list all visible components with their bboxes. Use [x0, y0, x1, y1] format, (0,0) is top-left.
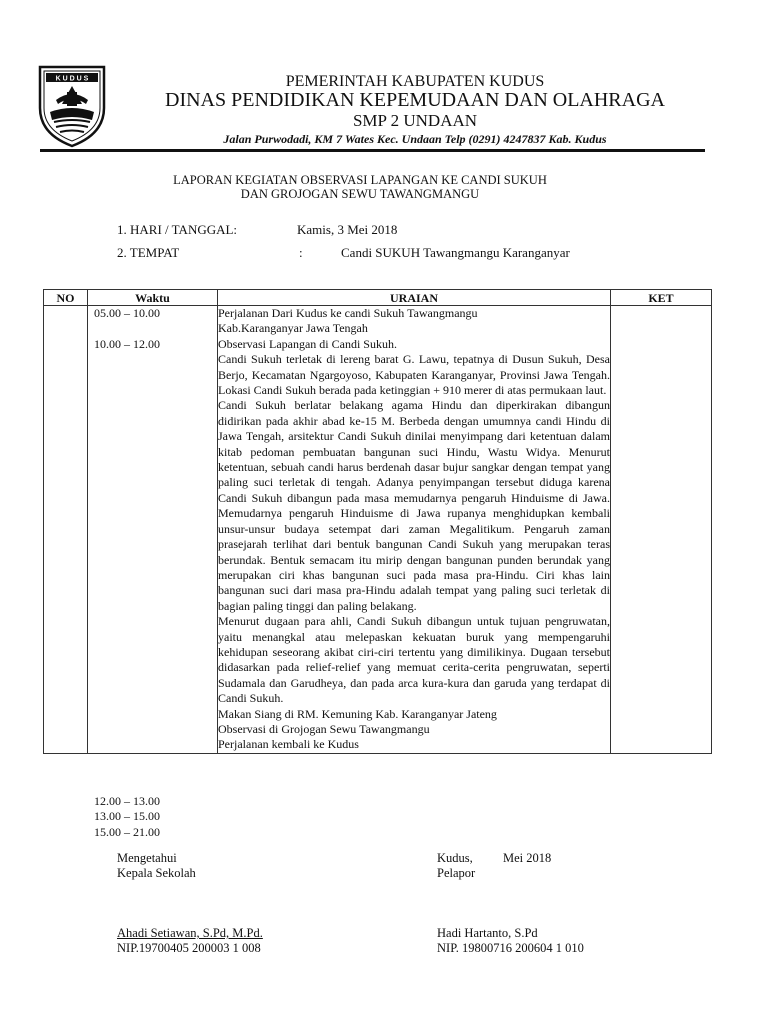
day-value: Kamis, 3 Mei 2018: [297, 222, 398, 237]
ket-cell: [611, 306, 712, 754]
sign-left-label2: Kepala Sekolah: [117, 866, 196, 880]
uraian-cell: [218, 306, 611, 754]
sign-right-label: Pelapor: [437, 866, 476, 880]
time-item: 05.00 – 10.00: [94, 306, 160, 320]
uraian-item: Observasi Lapangan di Candi Sukuh.: [218, 336, 397, 351]
uraian-item: Makan Siang di RM. Kemuning Kab. Karanganyar Jateng: [218, 706, 497, 721]
uraian-item: Kab.Karanganyar Jawa Tengah: [218, 321, 368, 336]
letterhead-divider: [40, 149, 705, 152]
place-value: Candi SUKUH Tawangmangu Karanganyar: [341, 245, 570, 260]
header-ket: KET: [611, 290, 712, 306]
logo-text: K U D U S: [55, 75, 89, 83]
time-item: 13.00 – 15.00: [94, 809, 160, 823]
uraian-paragraph: Menurut dugaan para ahli, Candi Sukuh dibangun untuk tujuan pengruwatan, yaitu menangkal atau melepaskan kekuatan buruk yang mempengaruhi kehidupan seseorang akibat ciri-ciri tertentu yang dimilikinya. Dugaan tersebut didasarkan pada relief-relief yang memuat cerita-cerita pengruwatan, seperti Sudamala dan Garudheya, dan pada arca kura-kura dan garuda yang terdapat di Candi Sukuh.: [218, 614, 610, 706]
header-no: NO: [44, 290, 88, 306]
school-name: SMP 2 UNDAAN: [352, 111, 478, 130]
header-waktu: Waktu: [88, 290, 218, 306]
header-uraian: URAIAN: [218, 290, 611, 306]
uraian-item: Observasi di Grojogan Sewu Tawangmangu: [218, 721, 430, 736]
sign-date: Mei 2018: [503, 851, 552, 865]
report-title-line1: LAPORAN KEGIATAN OBSERVASI LAPANGAN KE CANDI SUKUH: [173, 173, 547, 187]
place-label: 2. TEMPAT: [117, 245, 180, 260]
principal-name: Ahadi Setiawan, S.Pd, M.Pd.: [117, 926, 263, 940]
principal-nip: NIP.19700405 200003 1 008: [117, 941, 261, 955]
reporter-nip: NIP. 19800716 200604 1 010: [437, 941, 584, 955]
government-heading: PEMERINTAH KABUPATEN KUDUS: [285, 73, 545, 90]
uraian-paragraph: Candi Sukuh berlatar belakang agama Hindu dan diperkirakan dibangun didirikan pada akhir abad ke-15 M. Berbeda dengan umumnya candi Hindu di Jawa Tengah, arsitektur Candi Sukuh dinilai menyimpang dari ketentuan dalam kitab pedoman pembuatan bangunan suci Hindu, Wastu Widya. Menurut ketentuan, sebuah candi harus berdenah dasar bujur sangkar dengan tempat yang paling suci terletak di tengah. Adanya penyimpangan tersebut diduga karena Candi Sukuh dibangun pada masa memudarnya pengaruh Hinduisme di Jawa. Memudarnya pengaruh Hinduisme di Jawa rupanya menghidupkan kembali unsur-unsur budaya setempat dari zaman Megalitikum. Pengaruh zaman prasejarah terlihat dari bentuk bangunan Candi Sukuh yang merupakan teras berundak. Bentuk semacam itu mirip dengan bangunan punden berundak yang merupakan ciri khas bangunan suci pada masa pra-Hindu. Ciri khas lain bangunan suci dari masa pra-Hindu adalah tempat yang paling suci terletak di bagian paling tinggi dan paling belakang.: [218, 398, 610, 613]
uraian-item: Perjalanan Dari Kudus ke candi Sukuh Tawangmangu: [218, 306, 478, 320]
school-address: Jalan Purwodadi, KM 7 Wates Kec. Undaan Telp (0291) 4247837 Kab. Kudus: [223, 132, 607, 146]
no-cell: [44, 306, 88, 754]
table-row: [44, 306, 712, 754]
uraian-paragraph: Candi Sukuh terletak di lereng barat G. Lawu, tepatnya di Dusun Sukuh, Desa Berjo, Kecamatan Ngargoyoso, Kabupaten Karanganyar, Provinsi Jawa Tengah. Lokasi Candi Sukuh berada pada ketinggian + 910 merer di atas permukaan laut.: [218, 352, 610, 398]
report-title-line2: DAN GROJOGAN SEWU TAWANGMANGU: [240, 187, 480, 201]
department-heading: DINAS PENDIDIKAN KEPEMUDAAN DAN OLAHRAGA: [165, 89, 665, 111]
sign-left-label1: Mengetahui: [117, 851, 177, 865]
place-colon: :: [299, 245, 303, 260]
waktu-cell: [88, 306, 218, 839]
sign-place: Kudus,: [437, 851, 473, 865]
time-item: 10.00 – 12.00: [94, 337, 160, 351]
kudus-regency-logo: [36, 64, 108, 148]
table-header-row: [44, 290, 712, 306]
time-item: 12.00 – 13.00: [94, 794, 160, 808]
activity-table: [43, 289, 712, 839]
uraian-item: Perjalanan kembali ke Kudus: [218, 737, 359, 752]
day-label: 1. HARI / TANGGAL:: [117, 222, 238, 237]
time-item: 15.00 – 21.00: [94, 825, 160, 839]
reporter-name: Hadi Hartanto, S.Pd: [437, 926, 538, 940]
